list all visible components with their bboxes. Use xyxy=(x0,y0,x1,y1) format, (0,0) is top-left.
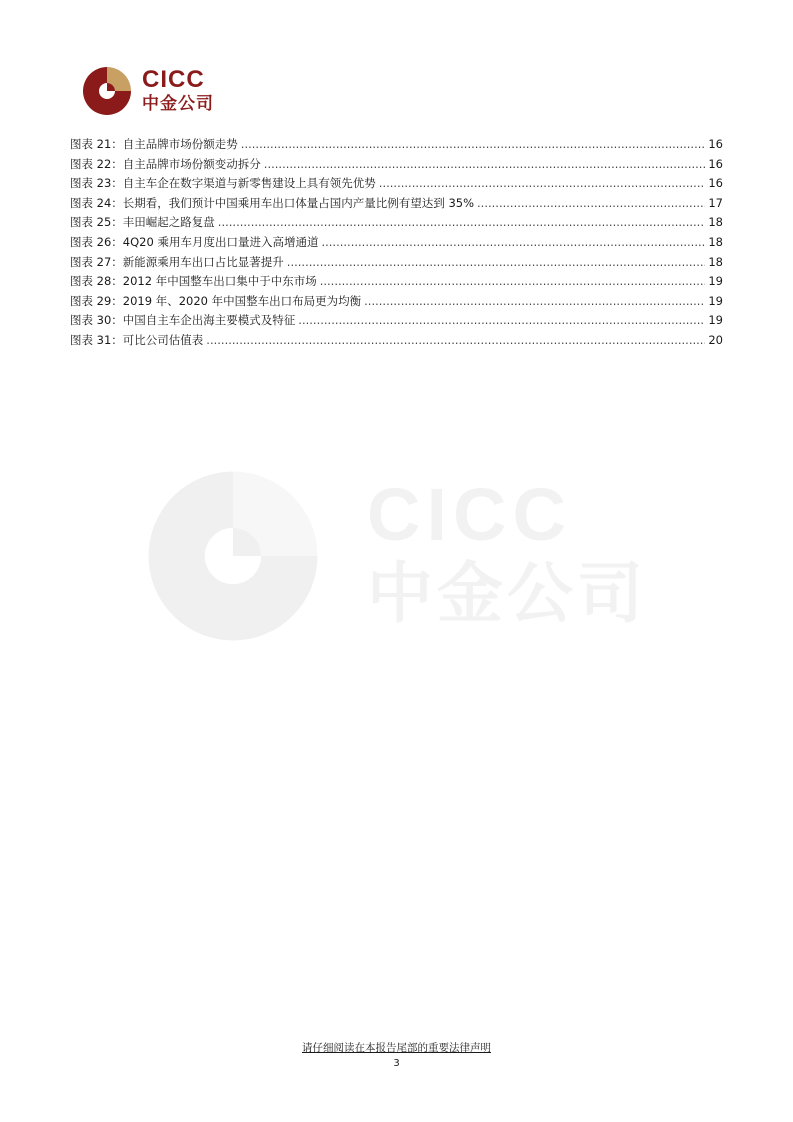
logo-text-cn: 中金公司 xyxy=(142,94,214,114)
toc-entry[interactable] xyxy=(70,194,723,214)
toc-dot-leader xyxy=(477,194,705,214)
toc-entry-page: 18 xyxy=(708,215,723,230)
toc-entry-label: 图表 24： xyxy=(70,195,123,210)
watermark xyxy=(145,468,665,638)
toc-entry[interactable] xyxy=(70,272,723,292)
logo-text-en: CICC xyxy=(142,66,205,93)
cicc-logo xyxy=(82,66,232,118)
toc-entry[interactable] xyxy=(70,233,723,253)
toc-entry-label: 图表 25： xyxy=(70,215,123,230)
toc-entry-page: 18 xyxy=(708,254,723,269)
toc-dot-leader xyxy=(264,155,706,175)
cicc-logo-mark-icon xyxy=(82,66,132,116)
toc-entry-title: 2012 年中国整车出口集中于中东市场 xyxy=(122,274,317,289)
toc-dot-leader xyxy=(320,272,706,292)
toc-entry-title: 2019 年、2020 年中国整车出口布局更为均衡 xyxy=(122,293,362,308)
toc-entry[interactable] xyxy=(70,213,723,233)
figure-list xyxy=(70,135,723,351)
toc-entry-label: 图表 30： xyxy=(70,313,123,328)
toc-entry-label: 图表 26： xyxy=(70,234,123,249)
toc-entry-page: 18 xyxy=(708,234,723,249)
watermark-logo-icon xyxy=(145,468,321,644)
toc-entry-label: 图表 28： xyxy=(70,274,123,289)
toc-entry-title: 新能源乘用车出口占比显著提升 xyxy=(122,254,284,269)
page-number: 3 xyxy=(393,1058,400,1069)
legal-notice xyxy=(0,1040,793,1055)
toc-entry-title: 自主品牌市场份额走势 xyxy=(122,137,238,151)
toc-entry-page: 20 xyxy=(708,332,723,347)
toc-entry-label: 图表 21： xyxy=(70,137,123,151)
toc-entry[interactable] xyxy=(70,311,723,331)
toc-entry[interactable] xyxy=(70,253,723,273)
toc-dot-leader xyxy=(241,135,706,155)
toc-entry-page: 17 xyxy=(708,195,723,210)
toc-entry-label: 图表 29： xyxy=(70,293,123,308)
toc-entry-page: 16 xyxy=(708,156,723,171)
toc-entry[interactable] xyxy=(70,174,723,194)
toc-dot-leader xyxy=(364,292,705,312)
toc-entry-page: 19 xyxy=(708,313,723,328)
toc-dot-leader xyxy=(379,174,706,194)
watermark-text-cn: 中金公司 xyxy=(367,555,647,632)
toc-entry[interactable] xyxy=(70,331,723,351)
watermark-text-en: CICC xyxy=(367,473,572,556)
toc-entry-page: 19 xyxy=(708,274,723,289)
legal-notice-text: 请仔细阅读在本报告尾部的重要法律声明 xyxy=(302,1042,491,1054)
toc-entry-title: 中国自主车企出海主要模式及特征 xyxy=(122,313,296,328)
toc-entry[interactable] xyxy=(70,292,723,312)
toc-entry-title: 丰田崛起之路复盘 xyxy=(122,215,215,230)
toc-entry-title: 自主车企在数字渠道与新零售建设上具有领先优势 xyxy=(122,176,376,191)
toc-entry-page: 19 xyxy=(708,293,723,308)
toc-entry-label: 图表 27： xyxy=(70,254,123,269)
toc-dot-leader xyxy=(321,233,705,253)
toc-entry[interactable] xyxy=(70,135,723,155)
toc-dot-leader xyxy=(287,253,706,273)
toc-entry-title: 可比公司估值表 xyxy=(122,332,204,347)
toc-dot-leader xyxy=(206,331,705,351)
toc-dot-leader xyxy=(298,311,705,331)
toc-entry-page: 16 xyxy=(708,137,723,151)
toc-dot-leader xyxy=(218,213,706,233)
toc-entry-label: 图表 22： xyxy=(70,156,123,171)
toc-entry[interactable] xyxy=(70,155,723,175)
toc-entry-title: 长期看，我们预计中国乘用车出口体量占国内产量比例有望达到 35% xyxy=(122,195,475,210)
toc-entry-label: 图表 23： xyxy=(70,176,123,191)
toc-entry-title: 4Q20 乘用车月度出口量进入高增通道 xyxy=(122,234,319,249)
toc-entry-page: 16 xyxy=(708,176,723,191)
toc-entry-title: 自主品牌市场份额变动拆分 xyxy=(122,156,261,171)
toc-entry-label: 图表 31： xyxy=(70,332,123,347)
